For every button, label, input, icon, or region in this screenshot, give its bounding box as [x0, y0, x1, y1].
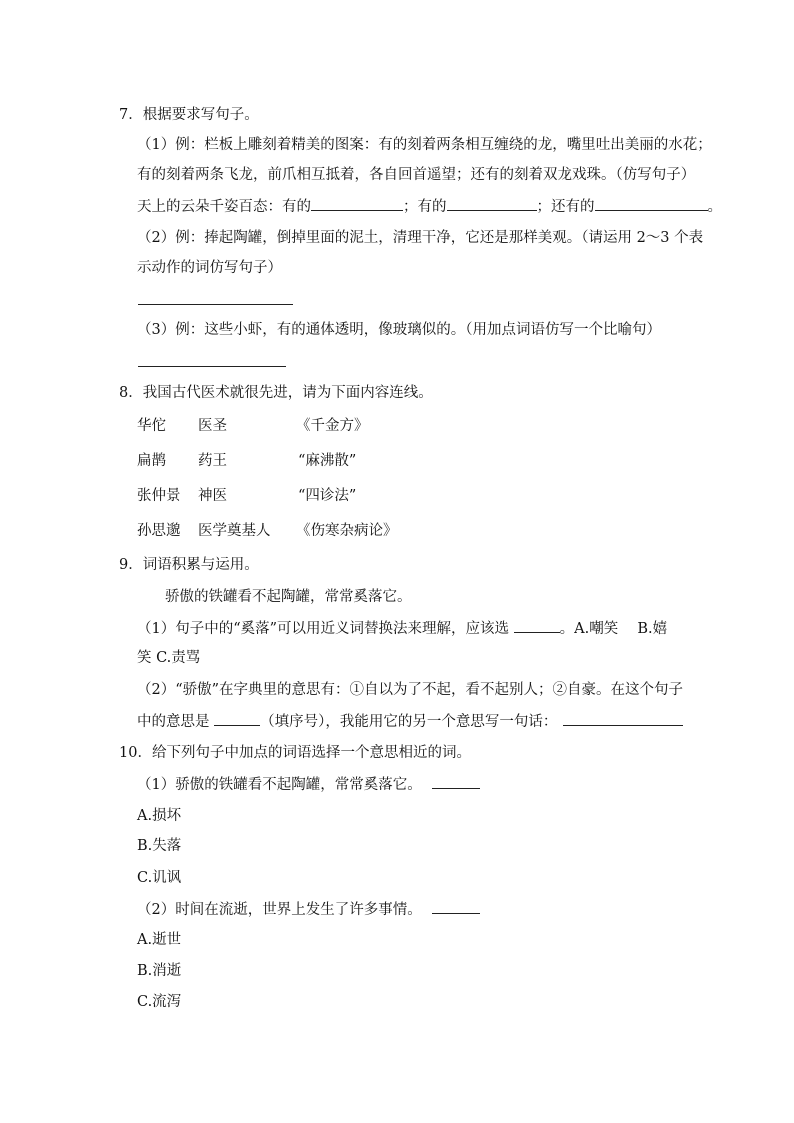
- q10-part2-prompt: （2）时间在流逝，世界上发生了许多事情。: [137, 902, 422, 918]
- answer-blank[interactable]: [563, 711, 683, 726]
- question-10-title: 10．给下列句子中加点的词语选择一个意思相近的词。: [119, 745, 471, 761]
- name-cell: 华佗: [137, 418, 166, 434]
- q7-part2-line2: 示动作的词仿写句子）: [137, 260, 282, 276]
- q9-sentence: 骄傲的铁罐看不起陶罐，常常奚落它。: [165, 589, 412, 605]
- q7-part1-line2: 有的刻着两条飞龙，前爪相互抵着，各自回首遥望；还有的刻着双龙戏珠。（仿写句子）: [137, 167, 696, 183]
- q9-part2-prompt-a: 中的意思是: [137, 714, 210, 730]
- answer-blank[interactable]: [432, 899, 480, 914]
- title-cell: 药王: [198, 453, 227, 469]
- option-item[interactable]: B.失落: [137, 838, 182, 854]
- q7-part1-prompt-a: 天上的云朵千姿百态：有的: [137, 199, 311, 215]
- q9-part1-line1: [137, 618, 667, 639]
- answer-blank[interactable]: [595, 196, 708, 211]
- q9-part2-line2: [137, 711, 683, 732]
- work-cell: 《伤寒杂病论》: [296, 523, 398, 539]
- work-cell: 《千金方》: [296, 418, 369, 434]
- q9-part1-options: 。A.嘲笑 B.嬉: [559, 621, 668, 637]
- answer-blank[interactable]: [311, 196, 403, 211]
- option-item[interactable]: C.讥讽: [137, 870, 182, 886]
- answer-line[interactable]: [138, 366, 286, 367]
- answer-blank[interactable]: [447, 196, 537, 211]
- q9-part2-line1: （2）“骄傲”在字典里的意思有：①自以为了不起，看不起别人；②自豪。在这个句子: [137, 682, 684, 698]
- work-cell: “麻沸散”: [298, 453, 357, 469]
- q7-part3-line1: （3）例：这些小虾，有的通体透明，像玻璃似的。（用加点词语仿写一个比喻句）: [137, 322, 661, 338]
- q9-part1-line2: 笑 C.责骂: [137, 650, 201, 666]
- q9-part2-prompt-b: （填序号），我能用它的另一个意思写一句话：: [260, 714, 558, 730]
- name-cell: 孙思邈: [137, 523, 181, 539]
- answer-blank[interactable]: [432, 774, 480, 789]
- question-7-title: 7．根据要求写句子。: [119, 107, 259, 123]
- q10-part1: [137, 774, 480, 795]
- title-cell: 医圣: [198, 418, 227, 434]
- option-item[interactable]: A.损坏: [137, 808, 182, 824]
- question-9-title: 9．词语积累与运用。: [119, 557, 259, 573]
- q7-part1-line3: [137, 196, 722, 217]
- q7-part1-prompt-c: ；还有的: [536, 199, 595, 215]
- option-item[interactable]: B.消逝: [137, 963, 182, 979]
- answer-blank[interactable]: [214, 711, 260, 726]
- q9-part1-prompt: （1）句子中的“奚落”可以用近义词替换法来理解，应该选: [137, 621, 510, 637]
- answer-line[interactable]: [138, 304, 293, 305]
- q10-part1-prompt: （1）骄傲的铁罐看不起陶罐，常常奚落它。: [137, 777, 422, 793]
- option-item[interactable]: C.流泻: [137, 994, 182, 1010]
- name-cell: 张仲景: [137, 488, 181, 504]
- q7-part1-prompt-d: 。: [707, 199, 722, 215]
- q10-part2: [137, 899, 480, 920]
- name-cell: 扁鹊: [137, 453, 166, 469]
- q7-part1-prompt-b: ；有的: [403, 199, 447, 215]
- title-cell: 神医: [198, 488, 227, 504]
- title-cell: 医学奠基人: [198, 523, 271, 539]
- question-8-title: 8．我国古代医术就很先进，请为下面内容连线。: [119, 385, 433, 401]
- work-cell: “四诊法”: [298, 488, 357, 504]
- q7-part1-line1: （1）例：栏板上雕刻着精美的图案：有的刻着两条相互缠绕的龙，嘴里吐出美丽的水花；: [137, 137, 712, 153]
- q7-part2-line1: （2）例：捧起陶罐，倒掉里面的泥土，清理干净，它还是那样美观。（请运用 2～3 个表: [137, 230, 704, 246]
- option-item[interactable]: A.逝世: [137, 932, 182, 948]
- answer-blank[interactable]: [514, 618, 560, 633]
